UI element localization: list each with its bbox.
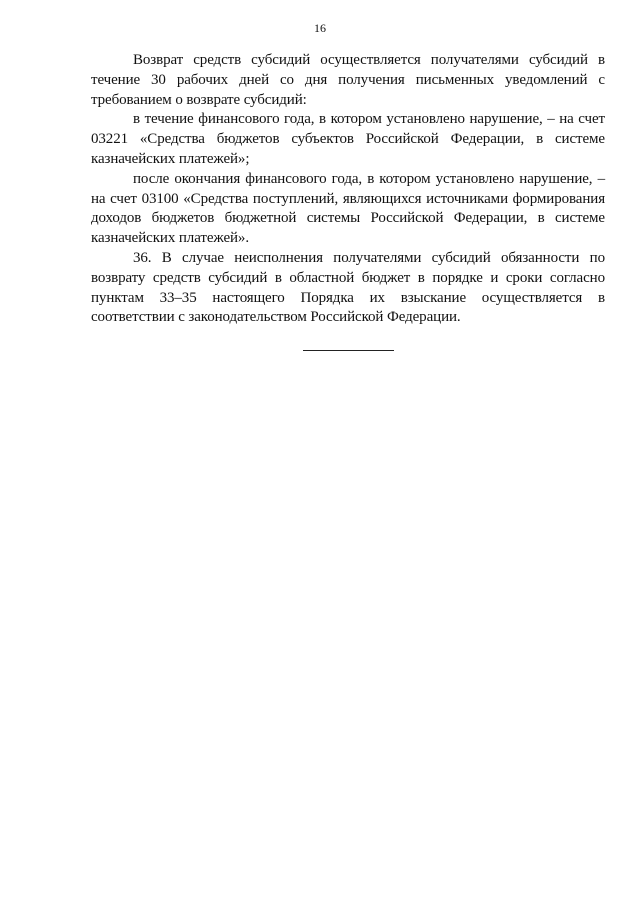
paragraph-item-36: 36. В случае неисполнения получателями субсидий обязанности по возврату средств субсидий в областной бюджет в порядке и сроки согласно пунктам 33–35 настоящего Порядка их взыскание осуществляется в соответствии с законодательством Российской Федерации. (91, 249, 605, 326)
paragraph-current-year-account: в течение финансового года, в котором установлено нарушение, – на счет 03221 «Средства бюджетов субъектов Российской Федерации, в системе казначейских платежей»; (91, 111, 605, 167)
end-divider (303, 350, 394, 351)
page-number: 16 (314, 21, 326, 35)
paragraph-refund-terms: Возврат средств субсидий осуществляется получателями субсидий в течение 30 рабочих дней со дня получения письменных уведомлений с требованием о возврате субсидий: (91, 52, 605, 108)
body-text (91, 51, 605, 328)
paragraph-after-year-account: после окончания финансового года, в котором установлено нарушение, – на счет 03100 «Средства поступлений, являющихся источниками формирования доходов бюджетов бюджетной системы Российской Федерации, в системе казначейских платежей». (91, 170, 605, 247)
